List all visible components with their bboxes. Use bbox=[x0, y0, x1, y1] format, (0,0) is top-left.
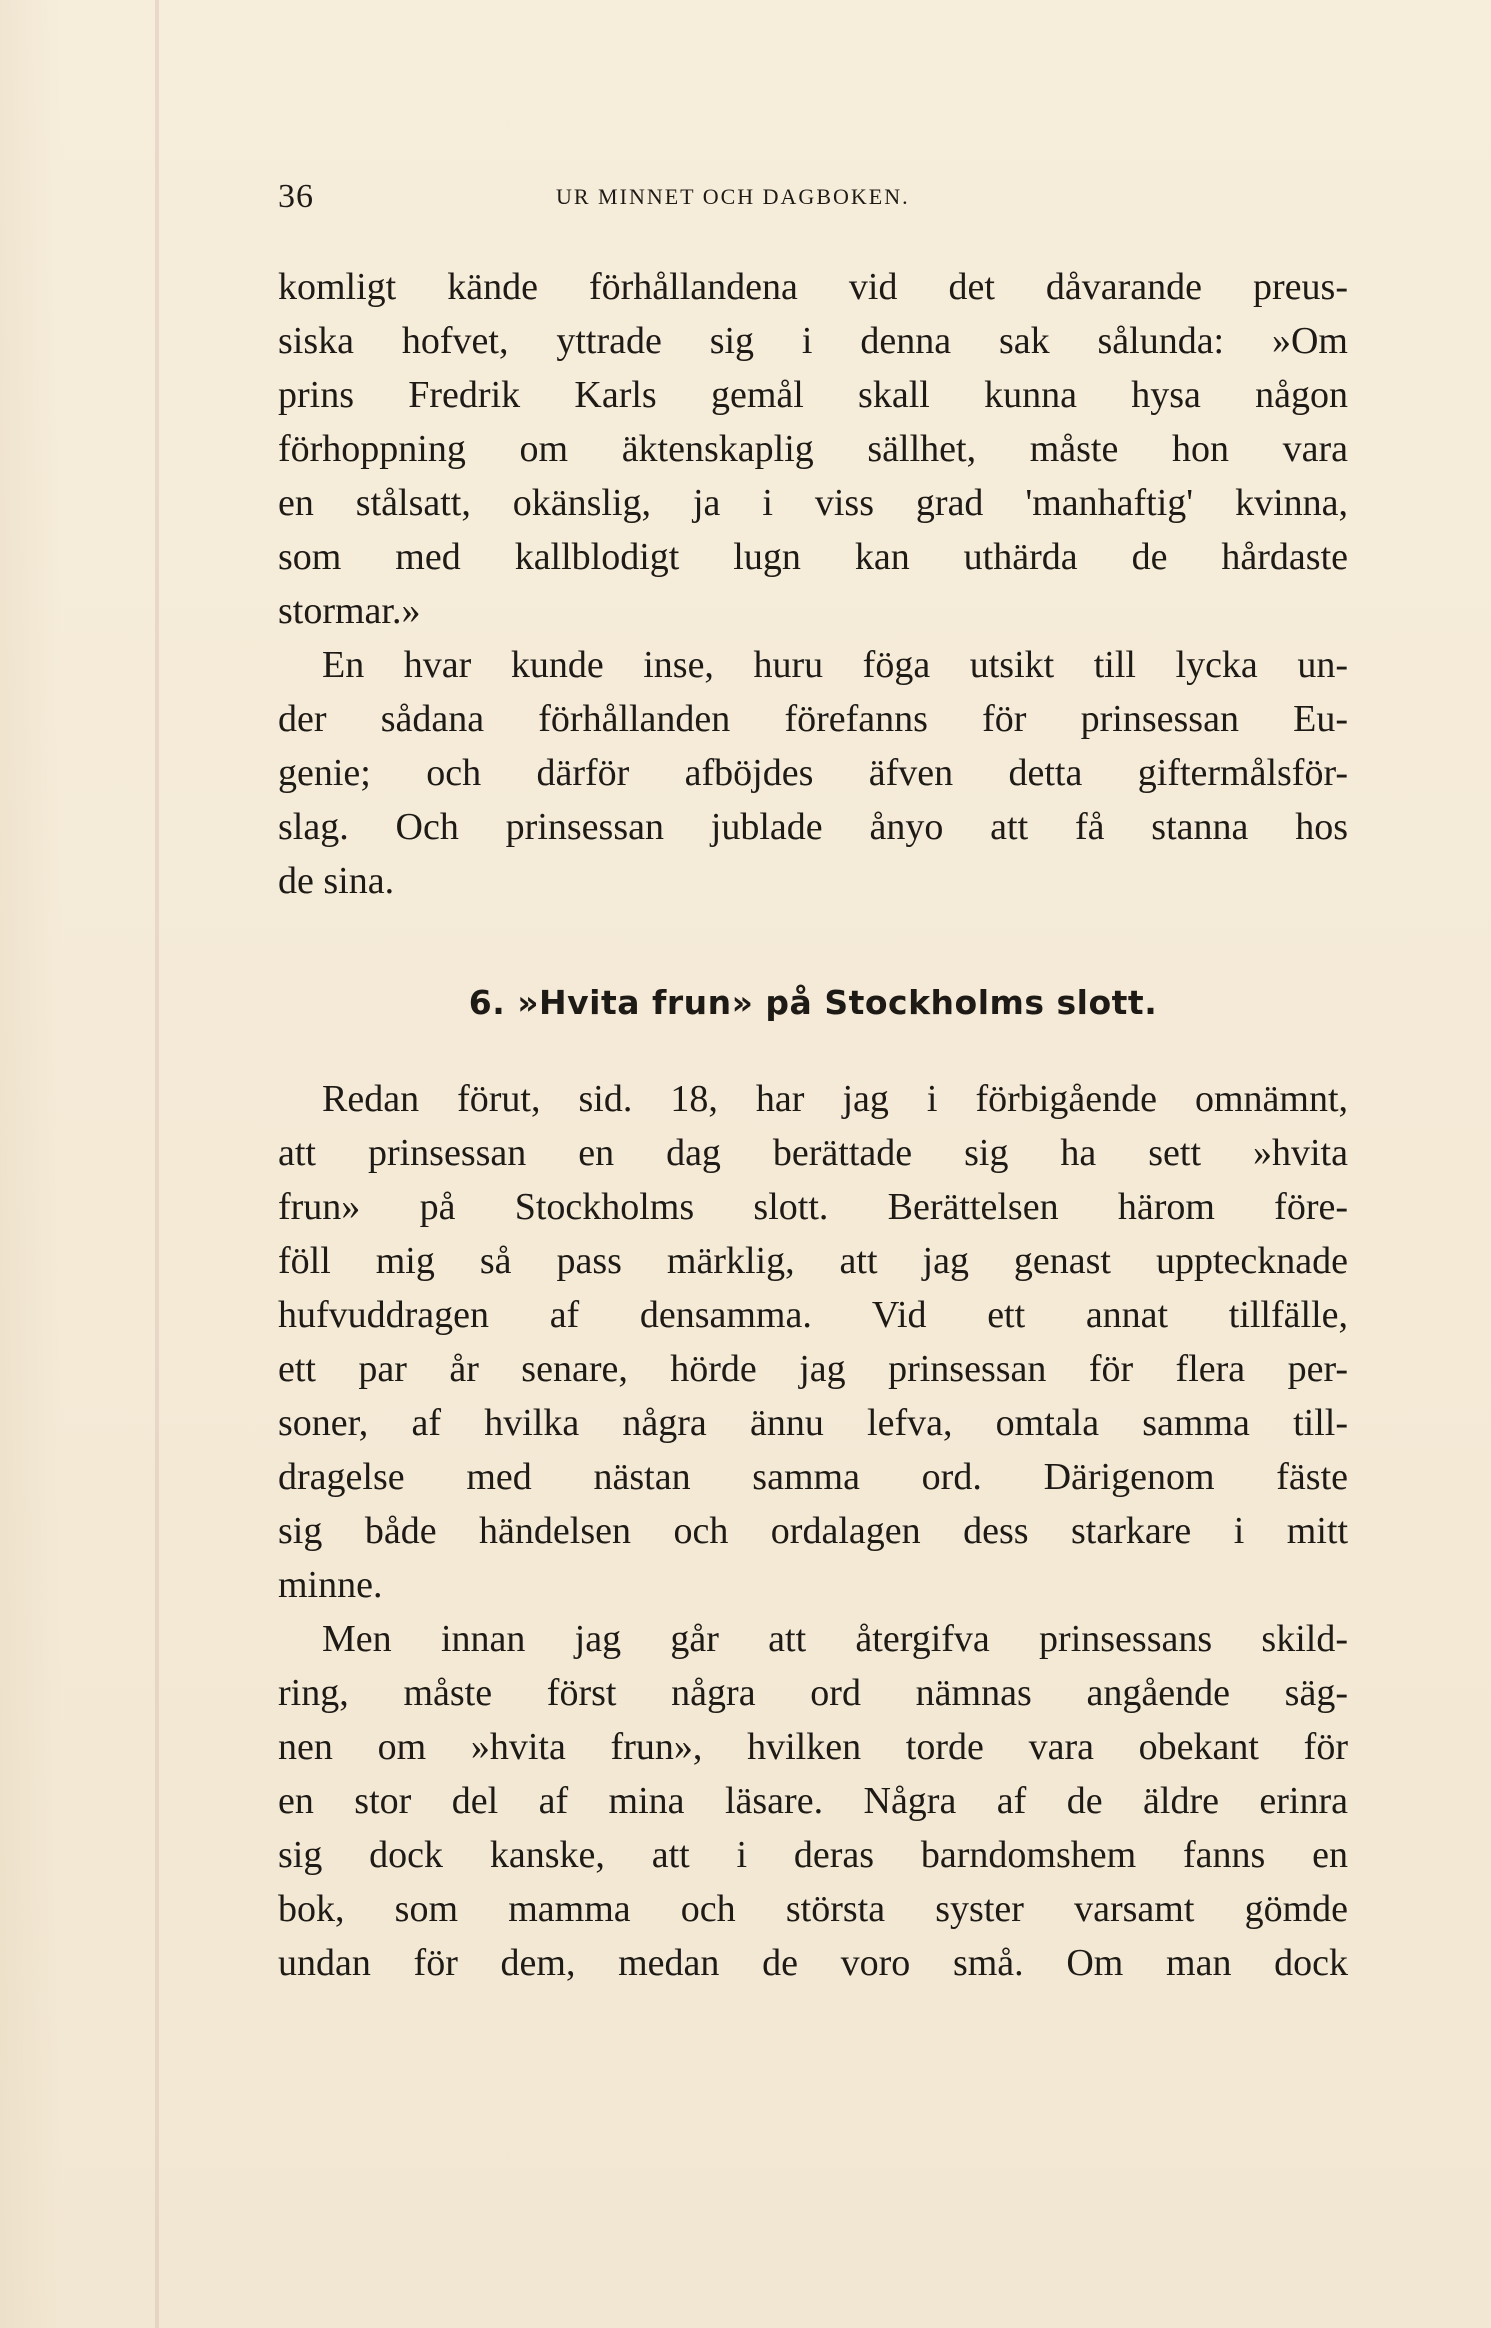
text-line: dragelse med nästan samma ord. Därigenom fäste bbox=[278, 1456, 1348, 1498]
text-line: ett par år senare, hörde jag prinsessan för flera per- bbox=[278, 1348, 1348, 1390]
text-line: Men innan jag går att återgifva prinsessans skild- bbox=[322, 1618, 1348, 1660]
running-head: UR MINNET OCH DAGBOKEN. bbox=[556, 184, 910, 209]
paragraph bbox=[278, 1612, 1348, 1990]
text-line: sig både händelsen och ordalagen dess starkare i mitt bbox=[278, 1510, 1348, 1552]
text-line: förhoppning om äktenskaplig sällhet, måste hon vara bbox=[278, 428, 1348, 470]
text-line: genie; och därför afböjdes äfven detta giftermålsför- bbox=[278, 752, 1348, 794]
text-line: soner, af hvilka några ännu lefva, omtala samma till- bbox=[278, 1402, 1348, 1444]
text-line: minne. bbox=[278, 1564, 383, 1606]
text-line: Redan förut, sid. 18, har jag i förbigående omnämnt, bbox=[322, 1078, 1348, 1120]
text-line: hufvuddragen af densamma. Vid ett annat tillfälle, bbox=[278, 1294, 1348, 1336]
page-number: 36 bbox=[278, 178, 314, 215]
text-line: undan för dem, medan de voro små. Om man dock bbox=[278, 1942, 1348, 1984]
text-line: att prinsessan en dag berättade sig ha sett »hvita bbox=[278, 1132, 1348, 1174]
text-line: de sina. bbox=[278, 860, 395, 902]
paragraph-continuation bbox=[278, 260, 1348, 638]
text-line: som med kallblodigt lugn kan uthärda de hårdaste bbox=[278, 536, 1348, 578]
text-line: bok, som mamma och största syster varsamt gömde bbox=[278, 1888, 1348, 1930]
text-line: sig dock kanske, att i deras barndomshem fanns en bbox=[278, 1834, 1348, 1876]
paragraph bbox=[278, 1072, 1348, 1612]
text-line: der sådana förhållanden förefanns för prinsessan Eu- bbox=[278, 698, 1348, 740]
page-gutter-shadow bbox=[155, 0, 159, 2328]
section-heading: 6. »Hvita frun» på Stockholms slott. bbox=[468, 983, 1158, 1022]
text-line: siska hofvet, yttrade sig i denna sak sålunda: »Om bbox=[278, 320, 1348, 362]
text-line: nen om »hvita frun», hvilken torde vara obekant för bbox=[278, 1726, 1348, 1768]
text-line: frun» på Stockholms slott. Berättelsen härom före- bbox=[278, 1186, 1348, 1228]
text-line: slag. Och prinsessan jublade ånyo att få stanna hos bbox=[278, 806, 1348, 848]
paragraph bbox=[278, 638, 1348, 908]
text-line: föll mig så pass märklig, att jag genast upptecknade bbox=[278, 1240, 1348, 1282]
text-line: ring, måste först några ord nämnas angående säg- bbox=[278, 1672, 1348, 1714]
text-line: stormar.» bbox=[278, 590, 421, 632]
text-line: komligt kände förhållandena vid det dåvarande preus- bbox=[278, 266, 1348, 308]
text-line: en stor del af mina läsare. Några af de äldre erinra bbox=[278, 1780, 1348, 1822]
text-line: prins Fredrik Karls gemål skall kunna hysa någon bbox=[278, 374, 1348, 416]
text-line: En hvar kunde inse, huru föga utsikt till lycka un- bbox=[322, 644, 1348, 686]
text-line: en stålsatt, okänslig, ja i viss grad 'manhaftig' kvinna, bbox=[278, 482, 1348, 524]
page-header bbox=[278, 178, 1348, 218]
